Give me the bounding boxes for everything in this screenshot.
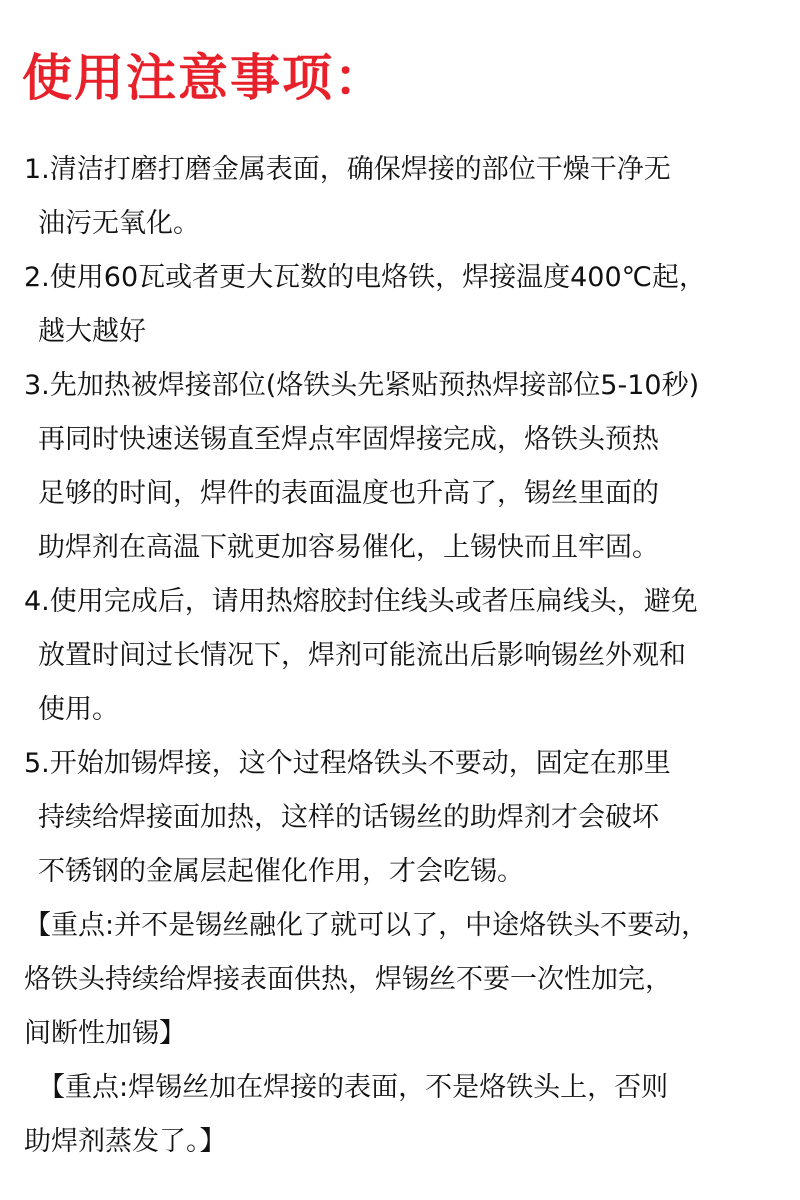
instruction-line-9: 4.使用完成后，请用热熔胶封住线头或者压扁线头，避免: [24, 586, 698, 617]
instruction-line-14: 不锈钢的金属层起催化作用，才会吃锡。: [38, 856, 524, 887]
instruction-line-7: 足够的时间，焊件的表面温度也升高了，锡丝里面的: [38, 478, 659, 509]
important-note-line-2: 烙铁头持续给焊接表面供热，焊锡丝不要一次性加完，: [24, 964, 672, 995]
instruction-line-3: 2.使用60瓦或者更大瓦数的电烙铁，焊接温度400℃起，: [24, 262, 706, 293]
instruction-line-1: 1.清洁打磨打磨金属表面，确保焊接的部位干燥干净无: [24, 154, 671, 185]
instruction-line-10: 放置时间过长情况下，焊剂可能流出后影响锡丝外观和: [38, 640, 686, 671]
important-note-line-3: 间断性加锡】: [24, 1018, 186, 1049]
important-note-line-5: 助焊剂蒸发了。】: [24, 1126, 227, 1157]
page-title: 使用注意事项：: [22, 48, 386, 107]
instruction-line-12: 5.开始加锡焊接，这个过程烙铁头不要动，固定在那里: [24, 748, 671, 779]
instruction-line-6: 再同时快速送锡直至焊点牢固焊接完成，烙铁头预热: [38, 424, 659, 455]
instruction-line-2: 油污无氧化。: [38, 208, 200, 239]
instruction-content: [24, 143, 784, 1169]
important-note-line-1: 【重点:并不是锡丝融化了就可以了，中途烙铁头不要动，: [24, 910, 709, 941]
instruction-line-5: 3.先加热被焊接部位(烙铁头先紧贴预热焊接部位5-10秒): [24, 370, 700, 401]
instruction-line-4: 越大越好: [38, 316, 146, 347]
instruction-line-11: 使用。: [38, 694, 119, 725]
instruction-line-8: 助焊剂在高温下就更加容易催化，上锡快而且牢固。: [38, 532, 659, 563]
instruction-line-13: 持续给焊接面加热，这样的话锡丝的助焊剂才会破坏: [38, 802, 659, 833]
important-note-line-4: 【重点:焊锡丝加在焊接的表面，不是烙铁头上，否则: [38, 1072, 669, 1103]
